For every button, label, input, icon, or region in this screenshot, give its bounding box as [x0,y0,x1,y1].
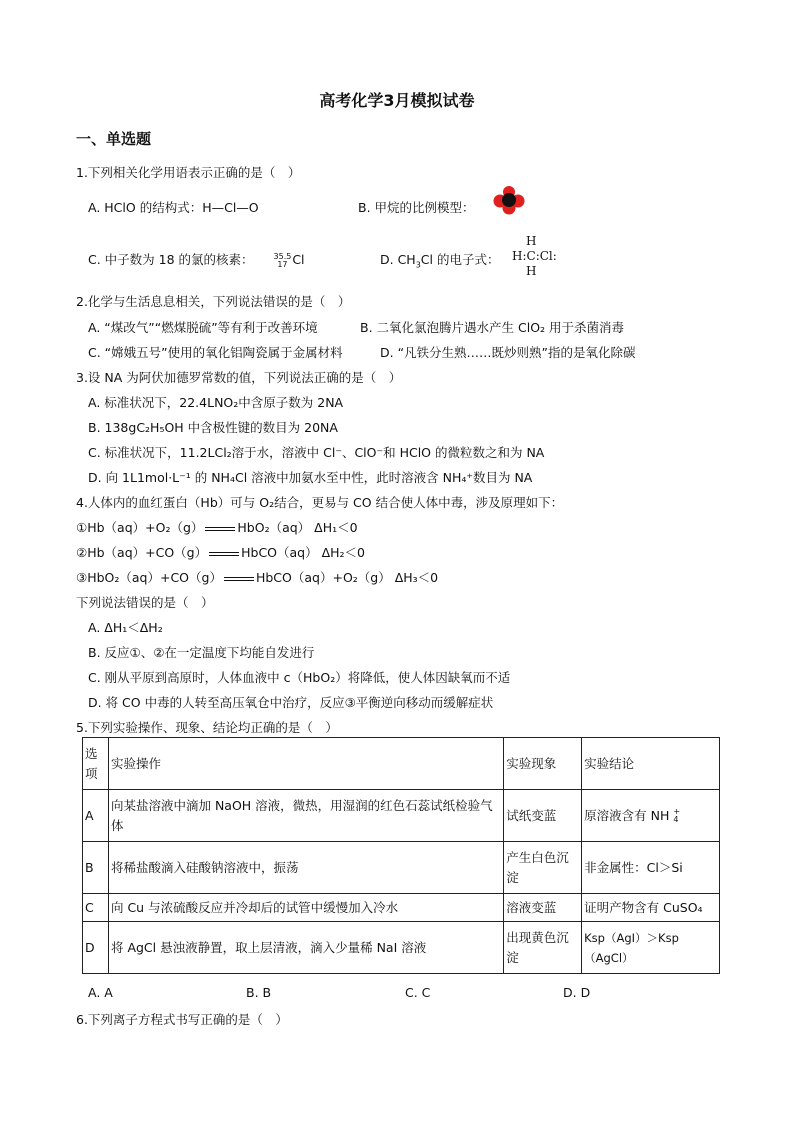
table-cell: 向 Cu 与浓硫酸反应并冷却后的试管中缓慢加入冷水 [108,894,503,922]
table-cell: B [83,842,109,894]
q4-ask: 下列说法错误的是（ ） [76,595,214,610]
q4-option-c: C. 刚从平原到高原时，人体血液中 c（HbO₂）将降低，使人体因缺氧而不适 [88,670,511,685]
table-cell: 产生白色沉淀 [504,842,582,894]
q1-option-c: C. 中子数为 18 的氯的核素： 35.5 17 Cl [88,251,305,269]
q2-option-a: A. “煤改气”“燃煤脱硫”等有利于改善环境 [88,320,318,335]
section-heading: 一、单选题 [76,130,152,148]
table-header-cell: 实验现象 [504,738,582,790]
table-header-cell: 实验结论 [582,738,720,790]
table-cell: C [83,894,109,922]
table-row [83,894,720,922]
q3-option-c: C. 标准状况下，11.2LCl₂溶于水，溶液中 Cl⁻、ClO⁻和 HClO 的微粒数之和为 NA [88,445,545,460]
q3-option-d: D. 向 1L1mol·L⁻¹ 的 NH₄Cl 溶液中加氨水至中性，此时溶液含 NH₄⁺数目为 NA [88,470,533,485]
electron-dot-formula: H H:C:Cl: H [512,234,557,278]
q6-stem: 6.下列离子方程式书写正确的是（ ） [76,1012,288,1027]
table-cell: 出现黄色沉淀 [504,922,582,974]
q4-reaction-3: ③HbO₂（aq）+CO（g） HbCO（aq）+O₂（g） ΔH₃＜0 [76,570,439,585]
q4-option-a: A. ΔH₁＜ΔH₂ [88,620,163,635]
table-cell: Ksp（AgI）＞Ksp（AgCl） [582,922,720,974]
q3-option-a: A. 标准状况下，22.4LNO₂中含原子数为 2NA [88,395,344,410]
table-row [83,842,720,894]
experiment-table [82,737,720,974]
q5-option-c: C. C [405,985,431,1000]
q5-stem: 5.下列实验操作、现象、结论均正确的是（ ） [76,720,338,735]
table-row [83,790,720,842]
table-cell: D [83,922,109,974]
table-header-row [83,738,720,790]
q1-stem: 1.下列相关化学用语表示正确的是（ ） [76,165,301,180]
methane-model-icon [492,186,526,216]
q3-option-b: B. 138gC₂H₅OH 中含极性键的数目为 20NA [88,420,338,435]
q4-reaction-1: ①Hb（aq）+O₂（g） HbO₂（aq） ΔH₁＜0 [76,520,358,535]
q1-option-b: B. 甲烷的比例模型： [358,200,475,215]
q1-option-a: A. HClO 的结构式：H—Cl—O [88,200,259,215]
q3-stem: 3.设 NA 为阿伏加德罗常数的值，下列说法正确的是（ ） [76,370,402,385]
q5-option-a: A. A [88,985,113,1000]
table-cell: 向某盐溶液中滴加 NaOH 溶液，微热，用湿润的红色石蕊试纸检验气体 [108,790,503,842]
q2-stem: 2.化学与生活息息相关，下列说法错误的是（ ） [76,294,351,309]
table-row [83,922,720,974]
table-cell: 非金属性：Cl＞Si [582,842,720,894]
table-cell: 证明产物含有 CuSO₄ [582,894,720,922]
table-cell: 将稀盐酸滴入硅酸钠溶液中，振荡 [108,842,503,894]
q2-option-d: D. “凡铁分生熟……既炒则熟”指的是氧化除碳 [380,345,636,360]
table-cell: 试纸变蓝 [504,790,582,842]
q4-option-d: D. 将 CO 中毒的人转至高压氧仓中治疗，反应③平衡逆向移动而缓解症状 [88,695,494,710]
table-cell: 将 AgCl 悬浊液静置，取上层清液，滴入少量稀 NaI 溶液 [108,922,503,974]
q5-option-b: B. B [246,985,272,1000]
q4-stem: 4.人体内的血红蛋白（Hb）可与 O₂结合，更易与 CO 结合使人体中毒，涉及原理如下： [76,495,564,510]
table-cell: A [83,790,109,842]
isotope-notation: 35.5 17 [273,251,292,269]
q2-option-c: C. “嫦娥五号”使用的氧化铝陶瓷属于金属材料 [88,345,343,360]
page-title: 高考化学3月模拟试卷 [319,91,475,110]
q1-option-d: D. $CH_3Cl$ 的电子式： [380,252,500,270]
q5-option-d: D. D [563,985,591,1000]
table-header-cell: 选项 [83,738,109,790]
table-cell: 溶液变蓝 [504,894,582,922]
table-header-cell: 实验操作 [108,738,503,790]
q4-reaction-2: ②Hb（aq）+CO（g） HbCO（aq） ΔH₂＜0 [76,545,366,560]
q2-option-b: B. 二氧化氯泡腾片遇水产生 ClO₂ 用于杀菌消毒 [360,320,625,335]
table-cell: 原溶液含有 NH + 4 [582,790,720,842]
q4-option-b: B. 反应①、②在一定温度下均能自发进行 [88,645,315,660]
